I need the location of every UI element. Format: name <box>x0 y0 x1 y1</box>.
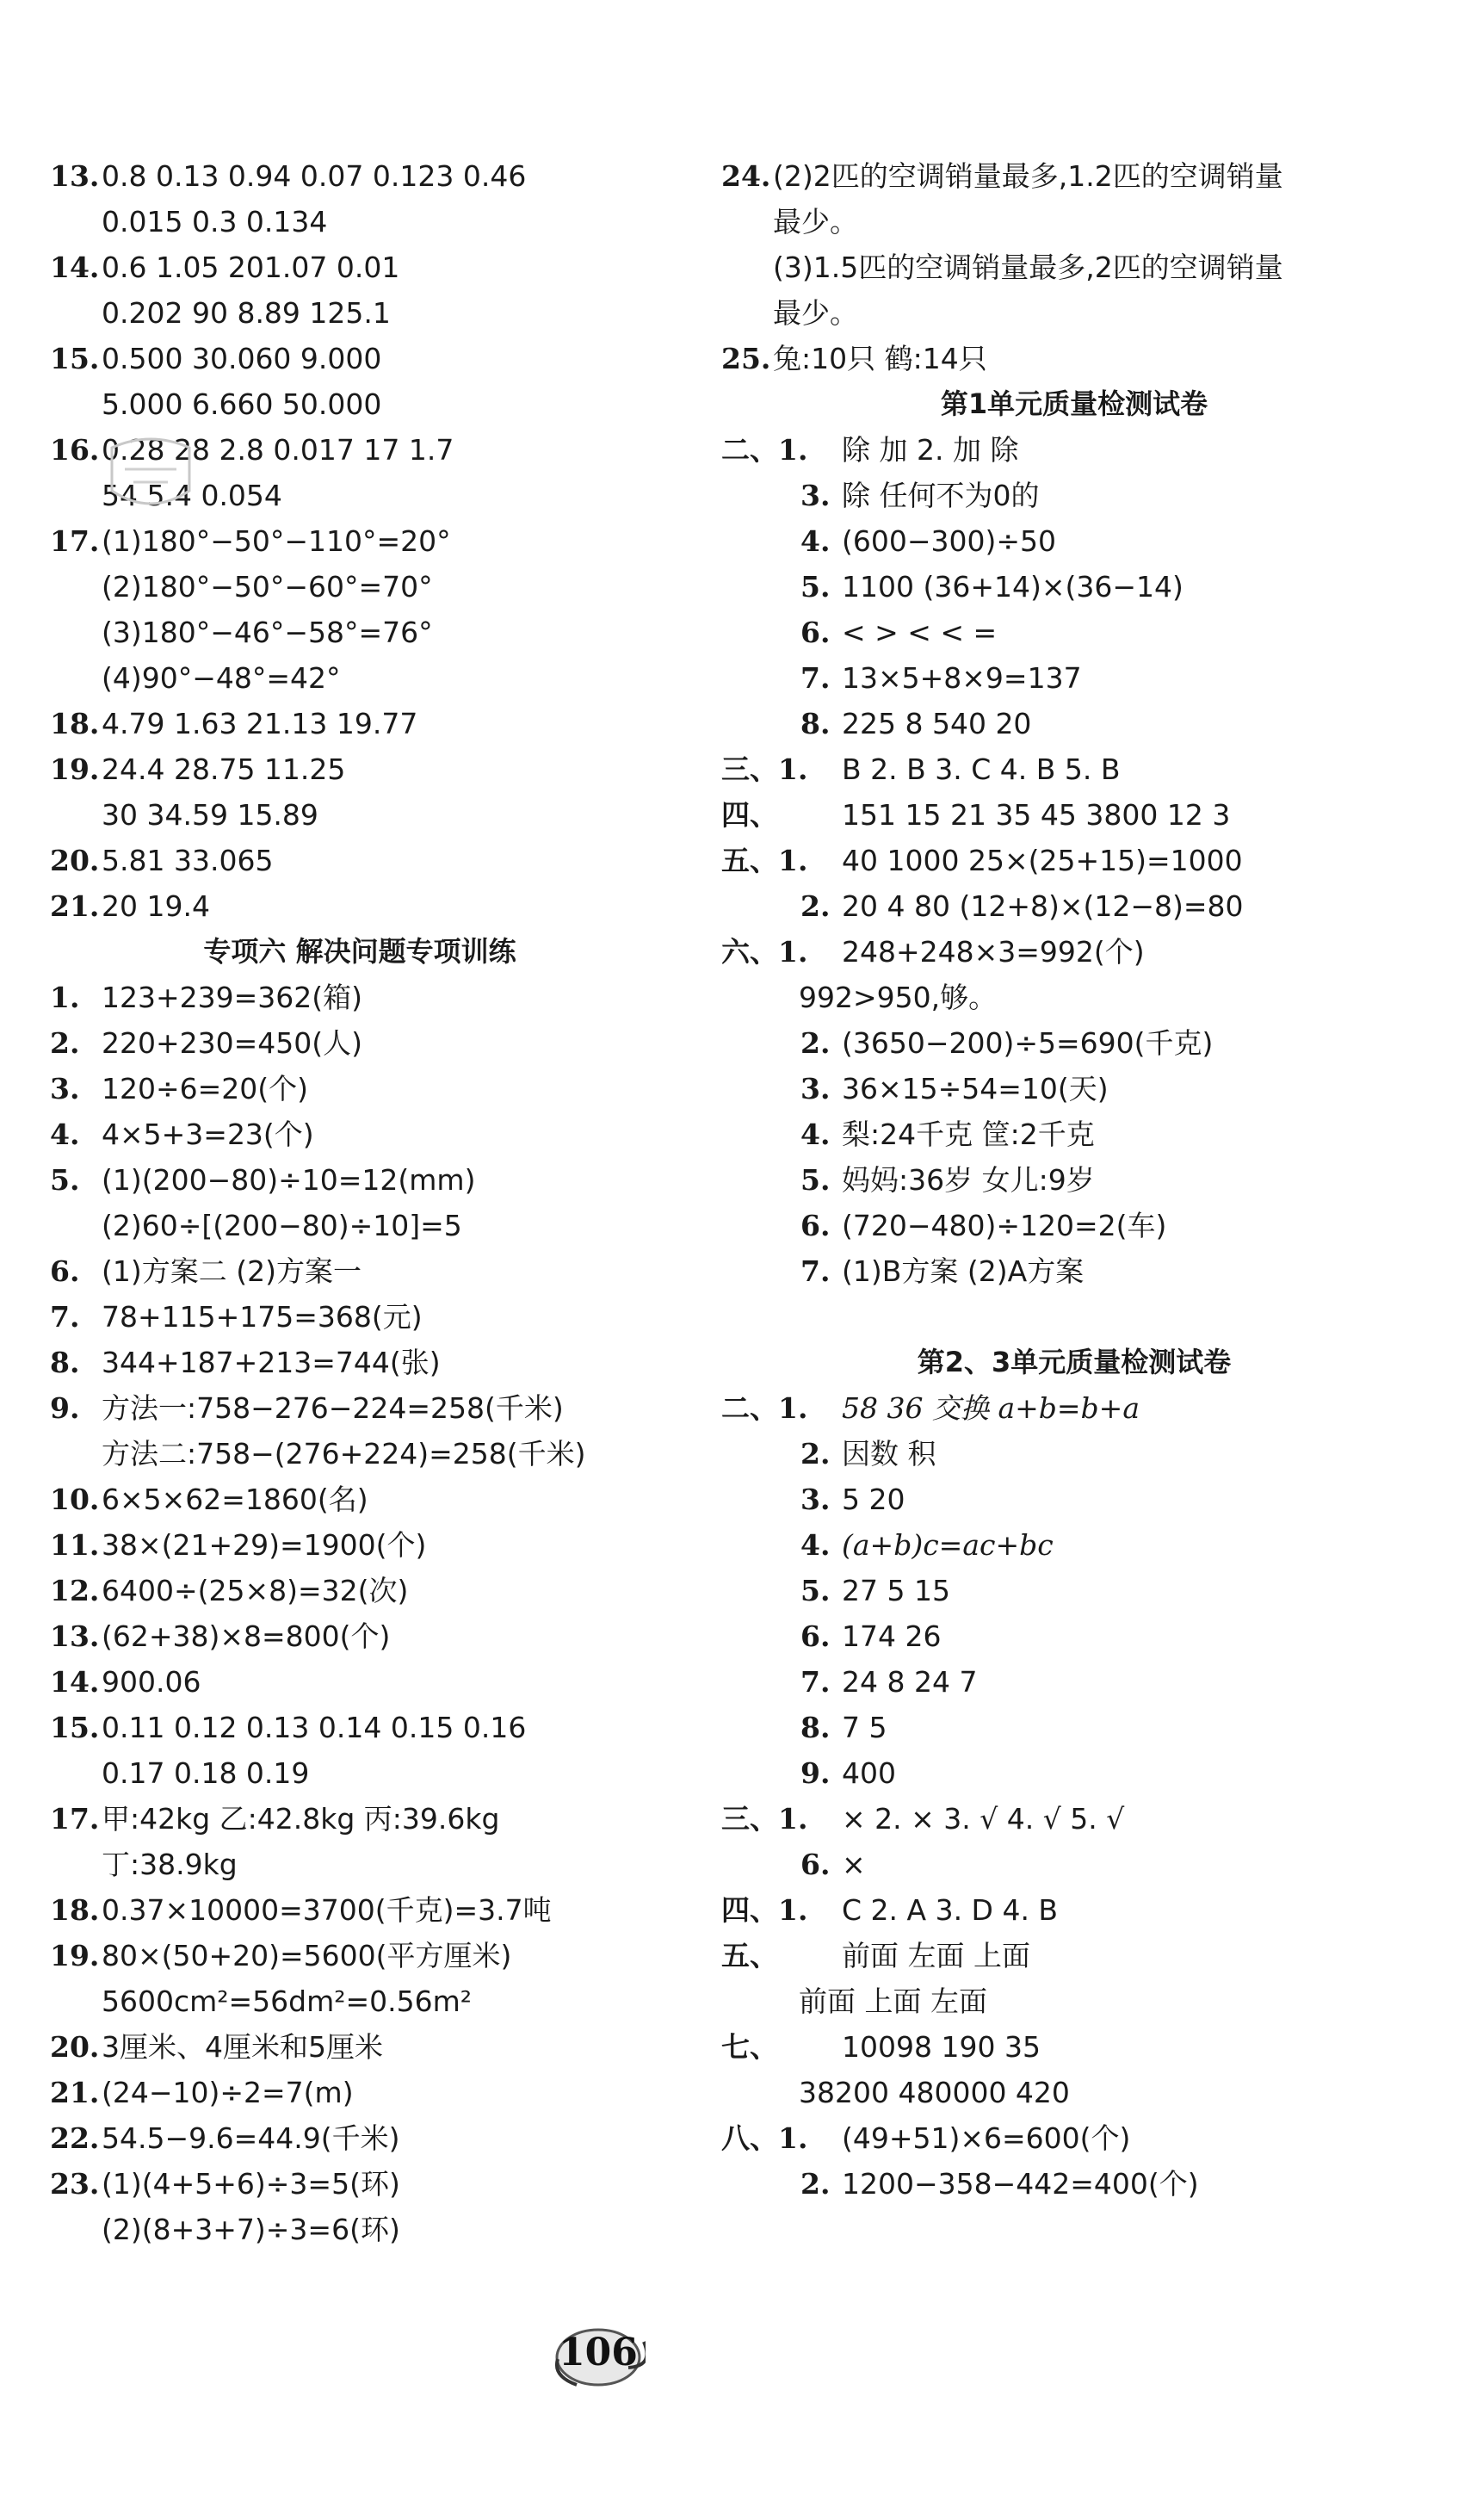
answer-text: 因数 积 <box>842 1437 936 1471</box>
answer-line <box>721 1522 1427 1568</box>
answer-line <box>721 1933 1427 1978</box>
question-number: 6. <box>800 1209 831 1242</box>
question-number: 6. <box>800 1619 831 1653</box>
right-column <box>721 153 1427 2207</box>
answer-line <box>50 1157 670 1203</box>
answer-text: 甲:42kg 乙:42.8kg 丙:39.6kg <box>102 1802 500 1836</box>
answer-line <box>50 2161 670 2207</box>
question-number: 16. <box>50 433 100 467</box>
answer-text: (3)180°−46°−58°=76° <box>102 616 433 649</box>
answer-line <box>721 2161 1427 2207</box>
answer-text: 20 19.4 <box>102 889 210 923</box>
answer-text: B 2. B 3. C 4. B 5. B <box>842 752 1121 786</box>
spacer <box>721 1294 1427 1340</box>
answer-text: 3厘米、4厘米和5厘米 <box>102 2030 383 2064</box>
question-number: 1. <box>50 981 80 1014</box>
answer-text: 妈妈:36岁 女儿:9岁 <box>842 1163 1095 1197</box>
question-number: 10. <box>50 1483 100 1516</box>
answer-text: (3650−200)÷5=690(千克) <box>842 1026 1214 1060</box>
answer-line <box>50 1248 670 1294</box>
answer-line <box>50 1111 670 1157</box>
question-number: 2. <box>800 889 831 923</box>
answer-text: 前面 左面 上面 <box>842 1939 1030 1972</box>
question-number: 三、1. <box>721 1802 808 1836</box>
section-heading: 第1单元质量检测试卷 <box>940 387 1208 420</box>
answer-line <box>721 1385 1427 1431</box>
answer-text: 992>950,够。 <box>799 981 998 1014</box>
answer-line <box>50 2024 670 2070</box>
question-number: 21. <box>50 2076 100 2109</box>
answer-line <box>721 153 1427 199</box>
question-number: 四、1. <box>721 1893 808 1927</box>
answer-text: (1)B方案 (2)A方案 <box>842 1254 1085 1288</box>
answer-line <box>721 975 1427 1020</box>
answer-text: < > < < = <box>842 616 998 649</box>
question-number: 2. <box>800 1437 831 1471</box>
answer-text: 78+115+175=368(元) <box>102 1300 423 1334</box>
question-number: 17. <box>50 1802 100 1836</box>
answer-line <box>721 1887 1427 1933</box>
answer-text: (1)(200−80)÷10=12(mm) <box>102 1163 476 1197</box>
question-number: 5. <box>800 570 831 604</box>
answer-text: (1)方案二 (2)方案一 <box>102 1254 362 1288</box>
answer-text: (2)(8+3+7)÷3=6(环) <box>102 2213 400 2246</box>
question-number: 2. <box>800 1026 831 1060</box>
question-number: 20. <box>50 844 100 877</box>
answer-text: 174 26 <box>842 1619 942 1653</box>
answer-text: 900.06 <box>102 1665 201 1699</box>
question-number: 14. <box>50 1665 100 1699</box>
answer-text: 0.37×10000=3700(千克)=3.7吨 <box>102 1893 552 1927</box>
answer-text: 除 加 2. 加 除 <box>842 433 1019 467</box>
answer-text: 24.4 28.75 11.25 <box>102 752 346 786</box>
question-number: 13. <box>50 159 100 193</box>
answer-line <box>721 564 1427 610</box>
answer-line <box>50 975 670 1020</box>
answer-line <box>50 655 670 701</box>
answer-line <box>721 701 1427 746</box>
question-number: 22. <box>50 2121 100 2155</box>
answer-text: 400 <box>842 1756 896 1790</box>
answer-line <box>50 1203 670 1248</box>
question-number: 5. <box>50 1163 80 1197</box>
question-number: 4. <box>50 1118 80 1151</box>
answer-text: (62+38)×8=800(个) <box>102 1619 391 1653</box>
answer-text: 5.81 33.065 <box>102 844 274 877</box>
answer-line <box>50 381 670 427</box>
question-number: 8. <box>800 707 831 740</box>
question-number: 3. <box>800 1072 831 1105</box>
answer-line <box>50 564 670 610</box>
answer-line <box>50 2070 670 2115</box>
question-number: 七、 <box>721 2030 778 2064</box>
answer-text: 123+239=362(箱) <box>102 981 363 1014</box>
question-number: 五、 <box>721 1939 778 1972</box>
answer-line <box>50 2115 670 2161</box>
answer-line <box>50 1385 670 1431</box>
question-number: 15. <box>50 342 100 375</box>
answer-line <box>50 1978 670 2024</box>
question-number: 3. <box>800 479 831 512</box>
answer-line <box>721 290 1427 336</box>
answer-line <box>721 245 1427 290</box>
answer-line <box>50 1020 670 1066</box>
question-number: 8. <box>50 1346 80 1379</box>
answer-text: (2)2匹的空调销量最多,1.2匹的空调销量 <box>773 159 1283 193</box>
question-number: 19. <box>50 1939 100 1972</box>
answer-line <box>50 1294 670 1340</box>
answer-line <box>50 838 670 883</box>
answer-text: 80×(50+20)=5600(平方厘米) <box>102 1939 512 1972</box>
answer-text: 36×15÷54=10(天) <box>842 1072 1109 1105</box>
question-number: 3. <box>50 1072 80 1105</box>
answer-line <box>50 1613 670 1659</box>
question-number: 12. <box>50 1574 100 1607</box>
answer-line <box>721 518 1427 564</box>
answer-text: 120÷6=20(个) <box>102 1072 309 1105</box>
answer-line <box>50 336 670 381</box>
answer-line <box>50 1477 670 1522</box>
question-number: 八、1. <box>721 2121 808 2155</box>
question-number: 13. <box>50 1619 100 1653</box>
answer-line <box>721 2024 1427 2070</box>
answer-line <box>50 153 670 199</box>
answer-text: 0.11 0.12 0.13 0.14 0.15 0.16 <box>102 1711 527 1744</box>
answer-line <box>50 1522 670 1568</box>
answer-line <box>721 610 1427 655</box>
question-number: 六、1. <box>721 935 808 969</box>
answer-text: 13×5+8×9=137 <box>842 661 1082 695</box>
question-number: 2. <box>50 1026 80 1060</box>
question-number: 4. <box>800 524 831 558</box>
question-number: 7. <box>50 1300 80 1334</box>
page-number: 106 <box>559 2331 638 2374</box>
answer-text: 54.5−9.6=44.9(千米) <box>102 2121 400 2155</box>
answer-text: 5600cm²=56dm²=0.56m² <box>102 1984 472 2018</box>
answer-line <box>721 1659 1427 1705</box>
answer-text: 1200−358−442=400(个) <box>842 2167 1199 2201</box>
answer-text: (49+51)×6=600(个) <box>842 2121 1131 2155</box>
section-heading: 专项六 解决问题专项训练 <box>203 935 516 968</box>
question-number: 8. <box>800 1711 831 1744</box>
answer-text: 0.8 0.13 0.94 0.07 0.123 0.46 <box>102 159 527 193</box>
answer-text: × 2. × 3. √ 4. √ 5. √ <box>842 1802 1125 1836</box>
answer-line <box>721 1842 1427 1887</box>
answer-text: 0.202 90 8.89 125.1 <box>102 296 391 330</box>
question-number: 6. <box>800 1848 831 1881</box>
answer-line <box>50 290 670 336</box>
answer-line <box>50 1340 670 1385</box>
answer-text: (24−10)÷2=7(m) <box>102 2076 354 2109</box>
answer-line <box>50 1933 670 1978</box>
answer-line <box>50 1431 670 1477</box>
answer-line <box>721 1248 1427 1294</box>
answer-text: 38200 480000 420 <box>799 2076 1070 2109</box>
question-number: 9. <box>50 1391 80 1425</box>
answer-text: 方法一:758−276−224=258(千米) <box>102 1391 564 1425</box>
answer-text: 6×5×62=1860(名) <box>102 1483 368 1516</box>
question-number: 五、1. <box>721 844 808 877</box>
answer-line <box>50 1568 670 1613</box>
answer-line <box>721 473 1427 518</box>
answer-line <box>50 2207 670 2252</box>
question-number: 7. <box>800 1254 831 1288</box>
answer-text: 最少。 <box>773 296 858 330</box>
question-number: 二、1. <box>721 1391 808 1425</box>
answer-line <box>50 1659 670 1705</box>
answer-text: 兔:10只 鹤:14只 <box>773 342 987 375</box>
answer-line <box>721 1750 1427 1796</box>
answer-text: 344+187+213=744(张) <box>102 1346 441 1379</box>
question-number: 5. <box>800 1163 831 1197</box>
answer-line <box>50 1066 670 1111</box>
answer-line <box>721 199 1427 245</box>
question-number: 19. <box>50 752 100 786</box>
question-number: 24. <box>721 159 771 193</box>
answer-line <box>721 1568 1427 1613</box>
answer-text: 225 8 540 20 <box>842 707 1032 740</box>
question-number: 18. <box>50 1893 100 1927</box>
answer-line <box>721 1111 1427 1157</box>
answer-text: 30 34.59 15.89 <box>102 798 318 832</box>
answer-line <box>721 1157 1427 1203</box>
answer-text: (2)60÷[(200−80)÷10]=5 <box>102 1209 462 1242</box>
question-number: 2. <box>800 2167 831 2201</box>
answer-text: 0.500 30.060 9.000 <box>102 342 382 375</box>
answer-text: 4.79 1.63 21.13 19.77 <box>102 707 418 740</box>
question-number: 20. <box>50 2030 100 2064</box>
answer-text: × <box>842 1848 866 1881</box>
answer-line <box>50 1887 670 1933</box>
answer-line <box>721 1978 1427 2024</box>
question-number: 25. <box>721 342 771 375</box>
answer-line <box>721 883 1427 929</box>
answer-text: 27 5 15 <box>842 1574 950 1607</box>
answer-line <box>50 1842 670 1887</box>
watermark-stamp-icon <box>95 430 207 525</box>
answer-line <box>721 1613 1427 1659</box>
question-number: 二、1. <box>721 433 808 467</box>
answer-line <box>50 701 670 746</box>
question-number: 3. <box>800 1483 831 1516</box>
answer-text: 54 5.4 0.054 <box>102 479 282 512</box>
answer-line <box>721 1796 1427 1842</box>
answer-text: (1)(4+5+6)÷3=5(环) <box>102 2167 400 2201</box>
question-number: 4. <box>800 1528 831 1562</box>
question-number: 23. <box>50 2167 100 2201</box>
answer-text: 10098 190 35 <box>842 2030 1041 2064</box>
answer-line <box>50 1705 670 1750</box>
answer-line <box>50 883 670 929</box>
answer-text: 4×5+3=23(个) <box>102 1118 314 1151</box>
answer-text: 5.000 6.660 50.000 <box>102 387 382 421</box>
answer-text: 梨:24千克 筐:2千克 <box>842 1118 1095 1151</box>
answer-line <box>721 1477 1427 1522</box>
answer-line <box>50 746 670 792</box>
answer-line <box>50 610 670 655</box>
answer-line <box>721 838 1427 883</box>
answer-line <box>50 199 670 245</box>
answer-text: (1)180°−50°−110°=20° <box>102 524 451 558</box>
answer-text: (3)1.5匹的空调销量最多,2匹的空调销量 <box>773 251 1283 284</box>
answer-line <box>50 1750 670 1796</box>
question-number: 17. <box>50 524 100 558</box>
answer-text: (4)90°−48°=42° <box>102 661 341 695</box>
answer-text: 1100 (36+14)×(36−14) <box>842 570 1183 604</box>
answer-line <box>721 336 1427 381</box>
answer-text: 38×(21+29)=1900(个) <box>102 1528 427 1562</box>
answer-text: 6400÷(25×8)=32(次) <box>102 1574 409 1607</box>
question-number: 14. <box>50 251 100 284</box>
answer-text: C 2. A 3. D 4. B <box>842 1893 1059 1927</box>
answer-text: (600−300)÷50 <box>842 524 1057 558</box>
answer-text: 248+248×3=992(个) <box>842 935 1145 969</box>
question-number: 7. <box>800 661 831 695</box>
answer-text: 220+230=450(人) <box>102 1026 363 1060</box>
question-number: 四、 <box>721 798 778 832</box>
answer-text: 0.015 0.3 0.134 <box>102 205 328 238</box>
answer-text: 20 4 80 (12+8)×(12−8)=80 <box>842 889 1244 923</box>
answer-text: 丁:38.9kg <box>102 1848 238 1881</box>
answer-line <box>721 2115 1427 2161</box>
question-number: 15. <box>50 1711 100 1744</box>
question-number: 6. <box>50 1254 80 1288</box>
answer-text: 40 1000 25×(25+15)=1000 <box>842 844 1243 877</box>
answer-line <box>50 1796 670 1842</box>
answer-text: (a+b)c=ac+bc <box>842 1528 1054 1562</box>
question-number: 7. <box>800 1665 831 1699</box>
answer-text: (720−480)÷120=2(车) <box>842 1209 1167 1242</box>
answer-text: 0.6 1.05 201.07 0.01 <box>102 251 400 284</box>
question-number: 18. <box>50 707 100 740</box>
question-number: 9. <box>800 1756 831 1790</box>
answer-line <box>50 245 670 290</box>
answer-text: 58 36 交换 a+b=b+a <box>842 1391 1140 1425</box>
question-number: 三、1. <box>721 752 808 786</box>
answer-text: 24 8 24 7 <box>842 1665 978 1699</box>
answer-line <box>721 1431 1427 1477</box>
answer-line <box>721 427 1427 473</box>
question-number: 6. <box>800 616 831 649</box>
question-number: 5. <box>800 1574 831 1607</box>
answer-text: 最少。 <box>773 205 858 238</box>
answer-text: 0.17 0.18 0.19 <box>102 1756 310 1790</box>
section-heading: 第2、3单元质量检测试卷 <box>917 1346 1232 1378</box>
answer-text: (2)180°−50°−60°=70° <box>102 570 433 604</box>
answer-text: 前面 上面 左面 <box>799 1984 987 2018</box>
answer-line <box>50 792 670 838</box>
answer-line <box>721 1066 1427 1111</box>
answer-line <box>721 792 1427 838</box>
answer-text: 5 20 <box>842 1483 905 1516</box>
answer-line <box>721 1203 1427 1248</box>
question-number: 4. <box>800 1118 831 1151</box>
answer-line <box>721 1020 1427 1066</box>
question-number: 21. <box>50 889 100 923</box>
answer-text: 除 任何不为0的 <box>842 479 1040 512</box>
answer-line <box>721 929 1427 975</box>
answer-line <box>721 1705 1427 1750</box>
answer-text: 方法二:758−(276+224)=258(千米) <box>102 1437 586 1471</box>
answer-line <box>721 746 1427 792</box>
question-number: 11. <box>50 1528 100 1562</box>
answer-line <box>721 2070 1427 2115</box>
answer-text: 0.28 28 2.8 0.017 17 1.7 <box>102 433 454 467</box>
answer-line <box>721 655 1427 701</box>
answer-text: 151 15 21 35 45 3800 12 3 <box>842 798 1231 832</box>
answer-text: 7 5 <box>842 1711 887 1744</box>
